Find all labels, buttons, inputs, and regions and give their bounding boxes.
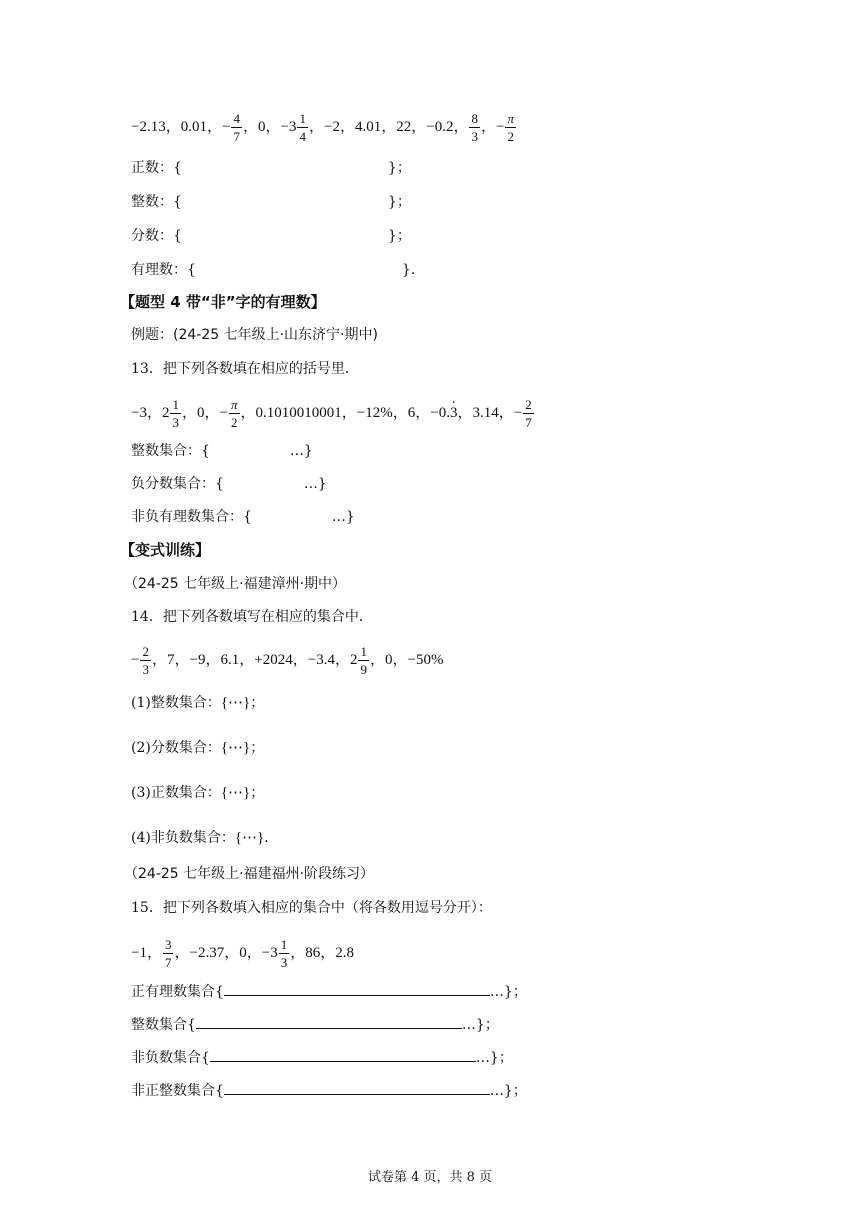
answer-blank[interactable]: [210, 1048, 476, 1062]
fraction: $\frac{1}{9}$: [360, 644, 367, 677]
fraction: $\frac{1}{3}$: [280, 937, 288, 970]
fraction: $\frac{8}{3}$: [471, 111, 478, 144]
q15-row-integer-set: 整数集合{ …}；: [131, 1017, 499, 1033]
fraction: $\frac{\pi}{2}$: [507, 111, 514, 144]
answer-blank[interactable]: [224, 1081, 490, 1095]
q15-source: （24-25 七年级上·福建福州·阶段练习）: [124, 866, 375, 882]
q14-number-list: − $\frac{2}{3}$ ，7，−9，6.1，+2024，−3.4，2 $\frac{1}{9}$ ，0，−50%: [131, 644, 444, 677]
q14-row-positive-set: (3)正数集合：{⋯}；: [131, 785, 265, 801]
q12-row-rational: 有理数：{ }．: [131, 262, 425, 278]
q14-prompt: 14．把下列各数填写在相应的集合中．: [131, 609, 373, 625]
fraction: $\frac{2}{7}$: [525, 397, 532, 430]
fraction: $\frac{\pi}{2}$: [230, 397, 238, 430]
q14-source: （24-25 七年级上·福建漳州·期中）: [124, 576, 347, 592]
q12-row-fraction: 分数：{ }；: [131, 228, 411, 244]
example-source: 例题：(24-25 七年级上·山东济宁·期中): [131, 327, 378, 343]
q13-number-list: −3，2 $\frac{1}{3}$ ，0，− $\frac{\pi}{2}$ ，0.1010010001，−12%，6，−0.3 ·，3.14，− $\frac{2}{7}$: [131, 398, 535, 429]
q15-row-nonnegative-set: 非负数集合{ …}；: [131, 1050, 513, 1066]
fraction: $\frac{2}{3}$: [142, 644, 149, 677]
fraction: $\frac{3}{7}$: [164, 937, 172, 970]
fraction: $\frac{1}{4}$: [299, 111, 306, 144]
q14-row-integer-set: (1)整数集合：{⋯}；: [131, 695, 265, 711]
answer-blank[interactable]: [224, 982, 490, 996]
q13-row-nonnegative-rational-set: 非负有理数集合：{ …}: [131, 509, 355, 525]
section-4-title: 【题型 4 带“非”字的有理数】: [120, 293, 326, 311]
q14-row-nonnegative-set: (4)非负数集合：{⋯}．: [131, 830, 279, 846]
q13-prompt: 13．把下列各数填在相应的括号里．: [131, 361, 359, 377]
page-footer: 试卷第 4 页，共 8 页: [367, 1170, 493, 1185]
fraction: $\frac{1}{3}$: [172, 397, 179, 430]
q15-row-positive-rational-set: 正有理数集合{ …}；: [131, 984, 527, 1000]
q15-number-list: −1， $\frac{3}{7}$ ，−2.37，0，−3 $\frac{1}{3}$ ，86，2.8: [131, 937, 354, 970]
fraction: $\frac{4}{7}$: [233, 111, 240, 144]
q12-number-list: −2.13，0.01，− $\frac{4}{7}$ ，0，−3 $\frac{1}{4}$ ，−2，4.01，22，−0.2， $\frac{8}{3}$ ，− $\frac{\pi}{2}$: [131, 111, 514, 144]
answer-blank[interactable]: [196, 1015, 462, 1029]
q14-row-fraction-set: (2)分数集合：{⋯}；: [131, 740, 265, 756]
q15-prompt: 15．把下列各数填入相应的集合中（将各数用逗号分开）：: [131, 900, 492, 916]
q13-row-integer-set: 整数集合：{ …}: [131, 443, 313, 459]
q12-row-positive: 正数：{ }；: [131, 160, 411, 176]
q12-row-integer: 整数：{ }；: [131, 194, 411, 210]
q13-row-negative-fraction-set: 负分数集合：{ …}: [131, 476, 327, 492]
variant-title: 【变式训练】: [120, 541, 211, 559]
q15-row-nonpositive-integer-set: 非正整数集合{ …}；: [131, 1083, 527, 1099]
